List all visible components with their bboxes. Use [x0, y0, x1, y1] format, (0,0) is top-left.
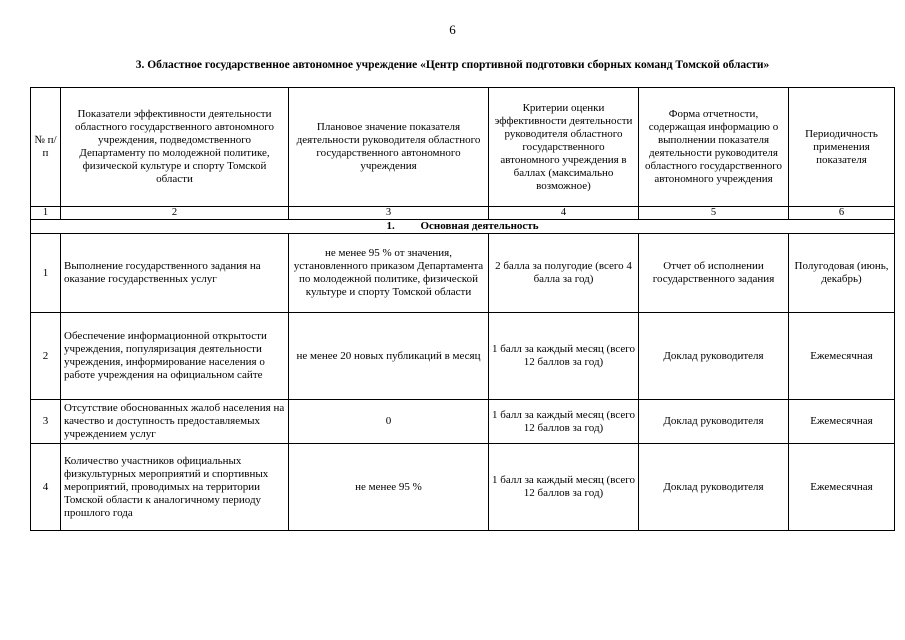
table-row	[31, 234, 895, 313]
group-number: 1.	[386, 220, 395, 232]
row-plan-cell: не менее 95 % от значения, установленного приказом Департамента по молодежной политике, физической культуре и спорту Томской области	[289, 234, 489, 313]
row-number-cell: 4	[31, 444, 61, 531]
row-indicator-cell: Отсутствие обоснованных жалоб населения на качество и доступность предоставляемых учреждением услуг	[61, 400, 289, 444]
row-period-cell: Ежемесячная	[789, 444, 895, 531]
column-number-cell: 1	[31, 207, 61, 220]
section-title: 3. Областное государственное автономное учреждение «Центр спортивной подготовки сборных команд Томской области»	[135, 59, 770, 71]
column-number-cell: 5	[639, 207, 789, 220]
group-row	[31, 220, 895, 234]
group-title: Основная деятельность	[420, 220, 539, 232]
table-header-row	[31, 88, 895, 207]
row-report-cell: Доклад руководителя	[639, 313, 789, 400]
row-plan-cell: 0	[289, 400, 489, 444]
row-indicator-cell: Выполнение государственного задания на оказание государственных услуг	[61, 234, 289, 313]
row-report-cell: Отчет об исполнении государственного задания	[639, 234, 789, 313]
row-indicator-cell: Обеспечение информационной открытости учреждения, популяризация деятельности учреждения, информирование населения о работе учреждения на официальном сайте	[61, 313, 289, 400]
column-number-cell: 2	[61, 207, 289, 220]
row-criteria-cell: 1 балл за каждый месяц (всего 12 баллов за год)	[489, 444, 639, 531]
row-criteria-cell: 1 балл за каждый месяц (всего 12 баллов за год)	[489, 313, 639, 400]
table-row	[31, 444, 895, 531]
row-number-cell: 3	[31, 400, 61, 444]
header-cell-indicator: Показатели эффективности деятельности областного государственного автономного учреждения, подведомственного Департаменту по молодежной политике, физической культуре и спорту Томской области	[61, 88, 289, 207]
table-row	[31, 313, 895, 400]
column-number-cell: 3	[289, 207, 489, 220]
header-cell-report: Форма отчетности, содержащая информацию о выполнении показателя деятельности руководителя областного государственного автономного учреждения	[639, 88, 789, 207]
row-number-cell: 2	[31, 313, 61, 400]
group-cell	[31, 220, 895, 234]
row-criteria-cell: 2 балла за полугодие (всего 4 балла за год)	[489, 234, 639, 313]
row-number-cell: 1	[31, 234, 61, 313]
page-number: 6	[449, 22, 456, 37]
table-row	[31, 400, 895, 444]
row-period-cell: Ежемесячная	[789, 400, 895, 444]
row-report-cell: Доклад руководителя	[639, 444, 789, 531]
header-cell-period: Периодичность применения показателя	[789, 88, 895, 207]
indicators-table	[30, 87, 895, 531]
row-plan-cell: не менее 95 %	[289, 444, 489, 531]
row-period-cell: Ежемесячная	[789, 313, 895, 400]
row-plan-cell: не менее 20 новых публикаций в месяц	[289, 313, 489, 400]
column-number-row	[31, 207, 895, 220]
row-report-cell: Доклад руководителя	[639, 400, 789, 444]
column-number-cell: 6	[789, 207, 895, 220]
row-period-cell: Полугодовая (июнь, декабрь)	[789, 234, 895, 313]
header-cell-plan: Плановое значение показателя деятельности руководителя областного государственного автономного учреждения	[289, 88, 489, 207]
row-criteria-cell: 1 балл за каждый месяц (всего 12 баллов за год)	[489, 400, 639, 444]
header-cell-number: № п/п	[31, 88, 61, 207]
column-number-cell: 4	[489, 207, 639, 220]
header-cell-criteria: Критерии оценки эффективности деятельности руководителя областного государственного автономного учреждения в баллах (максимально возможное)	[489, 88, 639, 207]
row-indicator-cell: Количество участников официальных физкультурных мероприятий и спортивных мероприятий, проводимых на территории Томской области к аналогичному периоду прошлого года	[61, 444, 289, 531]
